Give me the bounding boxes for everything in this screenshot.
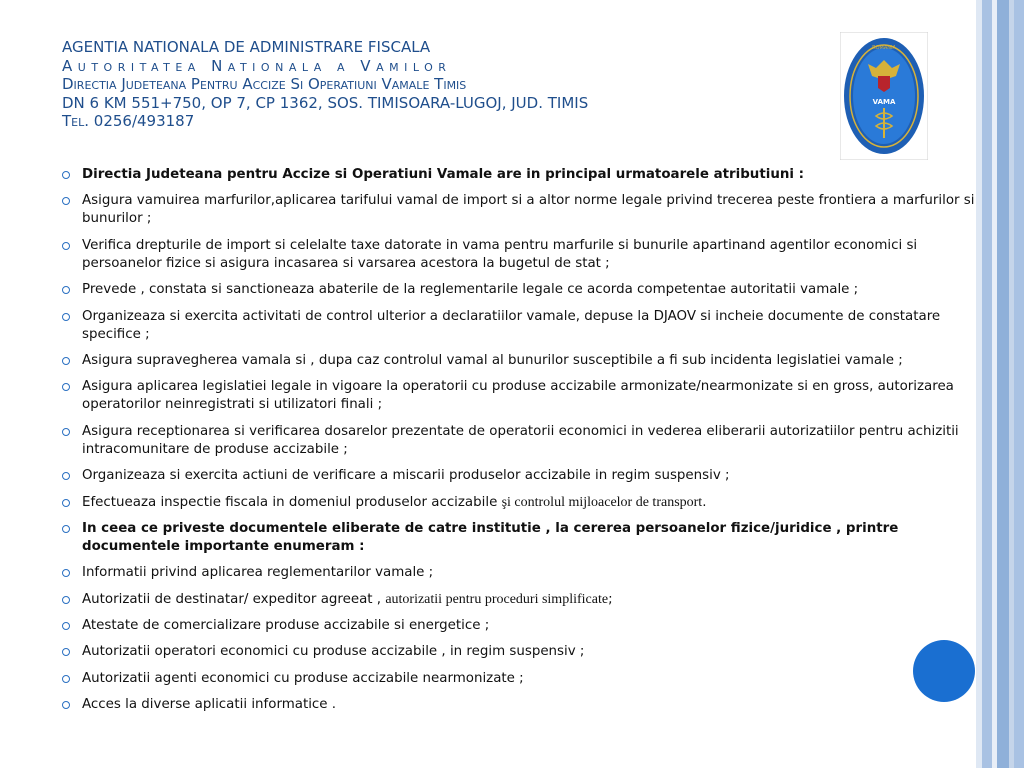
bullet-icon xyxy=(62,428,70,436)
list-item xyxy=(62,591,977,609)
bullet-icon xyxy=(62,286,70,294)
list-item xyxy=(62,670,977,688)
list-item xyxy=(62,423,977,459)
bullet-icon xyxy=(62,242,70,250)
list-item-text: Asigura vamuirea marfurilor,aplicarea tarifului vamal de import si a altor norme legale privind trecerea peste frontiera a marfurilor si bunurilor ; xyxy=(82,193,975,227)
list-item-text: Asigura supravegherea vamala si , dupa caz controlul vamal al bunurilor susceptibile a fi sub incidenta legislatiei vamale ; xyxy=(82,352,903,368)
slide-header xyxy=(62,38,842,131)
list-item-text: Organizeaza si exercita activitati de control ulterior a declaratiilor vamale, depuse la DJAOV si incheie documente de constatare specifice ; xyxy=(82,308,941,342)
emblem-center-text: VAMA xyxy=(872,98,896,106)
bullet-icon xyxy=(62,569,70,577)
list-item xyxy=(62,308,977,344)
header-authority: Autoritatea Nationala a Vamilor xyxy=(62,56,452,75)
emblem-ring-text: ROMANIA xyxy=(872,45,896,51)
list-item-text: Directia Judeteana pentru Accize si Operatiuni Vamale are in principal urmatoarele atributiuni : xyxy=(82,167,805,182)
bullet-icon xyxy=(62,383,70,391)
bullet-icon xyxy=(62,499,70,507)
list-item-tail: şi controlul mijloacelor de transport xyxy=(501,494,703,510)
bullet-icon xyxy=(62,171,70,179)
stripe xyxy=(1014,0,1024,768)
bullet-icon xyxy=(62,357,70,365)
bullet-icon xyxy=(62,648,70,656)
list-item-end: . xyxy=(702,494,707,510)
list-item xyxy=(62,166,977,184)
list-item xyxy=(62,494,977,512)
list-item xyxy=(62,643,977,661)
bullet-icon xyxy=(62,675,70,683)
list-item xyxy=(62,378,977,414)
header-agency: AGENTIA NATIONALA DE ADMINISTRARE FISCALA xyxy=(62,38,431,56)
list-item-text: Asigura receptionarea si verificarea dosarelor prezentate de operatorii economici in vederea eliberarii autorizatiilor pentru achizitii intracomunitare de produse accizabile ; xyxy=(82,423,959,457)
decorative-circle xyxy=(913,640,975,702)
list-item-tail: autorizatii pentru proceduri simplificate xyxy=(385,591,609,607)
attributions-list xyxy=(62,166,977,723)
list-item-text: Informatii privind aplicarea reglementarilor vamale ; xyxy=(82,565,434,581)
list-item-text: Efectueaza inspectie fiscala in domeniul produselor accizabile xyxy=(82,494,502,510)
list-item-text: Autorizatii operatori economici cu produse accizabile , in regim suspensiv ; xyxy=(82,644,585,660)
list-item-text: Verifica drepturile de import si celelalte taxe datorate in vama pentru marfurile si bunurile apartinand agentilor economici si persoanelor fizice si asigura incasarea si varsarea acestora la bugetul de stat ; xyxy=(82,237,918,271)
list-item xyxy=(62,564,977,582)
list-item-text: Acces la diverse aplicatii informatice . xyxy=(82,697,337,713)
stripe xyxy=(982,0,992,768)
list-item-end: ; xyxy=(608,591,613,607)
header-address: DN 6 KM 551+750, OP 7, CP 1362, SOS. TIMISOARA-LUGOJ, JUD. TIMIS xyxy=(62,93,589,112)
bullet-icon xyxy=(62,525,70,533)
list-item-text: Asigura aplicarea legislatiei legale in vigoare la operatorii cu produse accizabile armonizate/nearmonizate si en gross, autorizarea operatorilor neinregistrati si utilizatori finali ; xyxy=(82,379,954,413)
bullet-icon xyxy=(62,622,70,630)
bullet-icon xyxy=(62,701,70,709)
bullet-icon xyxy=(62,197,70,205)
bullet-icon xyxy=(62,596,70,604)
list-item xyxy=(62,237,977,273)
customs-emblem-icon xyxy=(840,32,928,160)
header-phone: Tel. 0256/493187 xyxy=(62,112,195,130)
list-item xyxy=(62,192,977,228)
stripe xyxy=(997,0,1009,768)
list-item-text: Autorizatii agenti economici cu produse accizabile nearmonizate ; xyxy=(82,670,524,686)
list-item xyxy=(62,467,977,485)
bullet-icon xyxy=(62,313,70,321)
list-item-text: Atestate de comercializare produse accizabile si energetice ; xyxy=(82,618,490,634)
bullet-icon xyxy=(62,472,70,480)
header-directorate: Directia Judeteana Pentru Accize Si Operatiuni Vamale Timis xyxy=(62,75,467,93)
list-item-text: In ceea ce priveste documentele eliberate de catre institutie , la cererea persoanelor fizice/juridice , printre documentele importante enumeram : xyxy=(82,520,899,554)
list-item xyxy=(62,352,977,370)
list-item-text: Autorizatii de destinatar/ expeditor agreeat , xyxy=(82,591,386,607)
decorative-stripes xyxy=(976,0,1024,768)
list-item-text: Prevede , constata si sanctioneaza abaterile de la reglementarile legale ce acorda competentae autoritatii vamale ; xyxy=(82,282,859,298)
list-item-text: Organizeaza si exercita actiuni de verificare a miscarii produselor accizabile in regim suspensiv ; xyxy=(82,468,730,484)
list-item xyxy=(62,520,977,556)
list-item xyxy=(62,617,977,635)
list-item xyxy=(62,696,977,714)
list-item xyxy=(62,281,977,299)
